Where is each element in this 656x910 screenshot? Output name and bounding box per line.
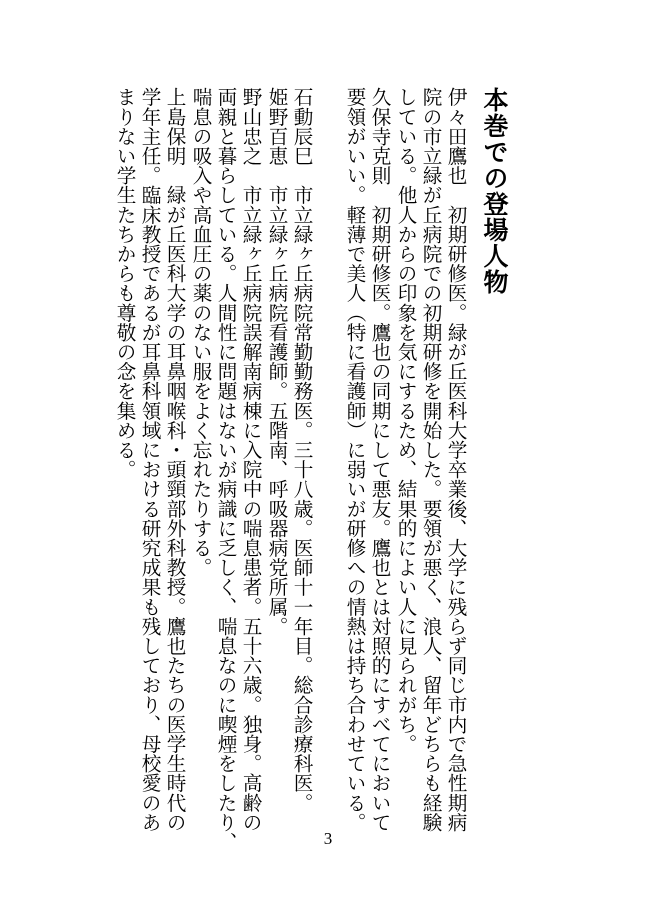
- text-column: 要領がいい。軽薄で美人（特に看護師）に弱いが研修への情熱は持ち合わせている。: [343, 87, 366, 832]
- text-column: 石動辰巳 市立緑ヶ丘病院常勤勤務医。三十八歳。医師十一年目。総合診療科医。: [290, 87, 313, 813]
- text-column: 両親と暮らしている。人間性に問題はないが病識に乏しく、喘息なのに喫煙をしたり、: [214, 87, 237, 852]
- text-column: 野山忠之 市立緑ヶ丘病院誤解南病棟に入院中の喘息患者。五十六歳。独身。高齢の: [239, 87, 262, 832]
- text-column: 久保寺克則 初期研修医。鷹也の同期にして悪友。鷹也とは対照的にすべてにおいて: [368, 87, 391, 832]
- text-column: 院の市立緑が丘病院での初期研修を開始した。要領が悪く、浪人、留年どちらも経験: [419, 87, 442, 832]
- page-title: 本巻での登場人物: [480, 87, 509, 295]
- page-number: 3: [323, 829, 333, 848]
- text-column: 伊々田鷹也 初期研修医。緑が丘医科大学卒業後、大学に残らず同じ市内で急性期病: [444, 87, 467, 832]
- text-column: 学年主任。臨床教授であるが耳鼻科領域における研究成果も残しており、母校愛のあ: [138, 87, 161, 832]
- text-column: まりない学生たちからも尊敬の念を集める。: [113, 87, 136, 479]
- text-column: 上島保明 緑が丘医科大学の耳鼻咽喉科・頭頸部外科教授。鷹也たちの医学生時代の: [163, 87, 186, 832]
- text-column: 姫野百恵 市立緑ヶ丘病院看護師。五階南、呼吸器病党所属。: [265, 87, 288, 636]
- text-column: している。他人からの印象を気にするため、結果的によい人に見られがち。: [394, 87, 417, 754]
- text-column: 喘息の吸入や高血圧の薬のない服をよく忘れたりする。: [189, 87, 212, 577]
